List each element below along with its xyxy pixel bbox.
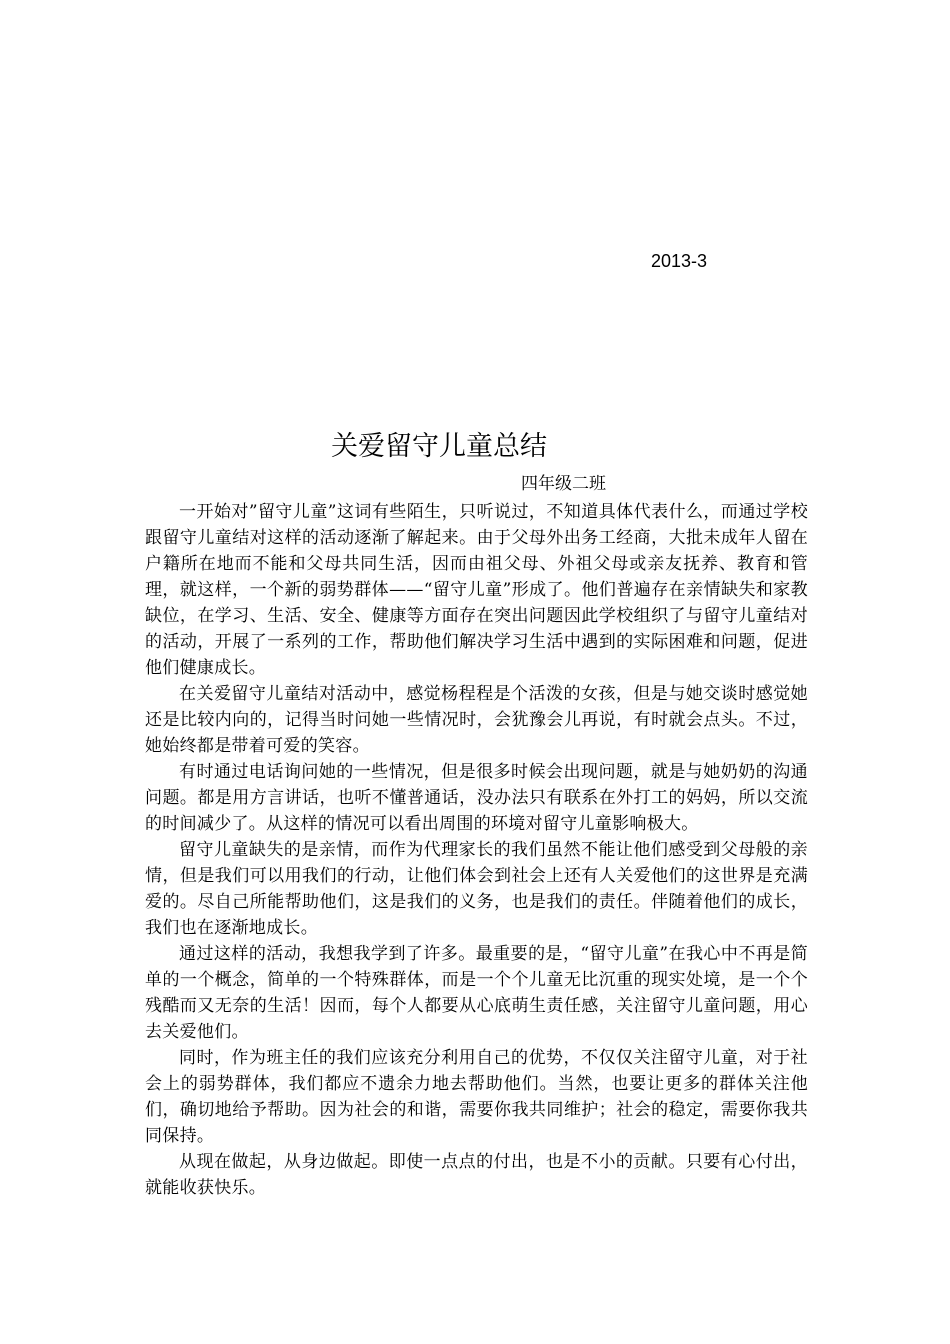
document-body [145, 499, 808, 1201]
body-paragraph: 通过这样的活动，我想我学到了许多。最重要的是，“留守儿童”在我心中不再是简单的一个概念，简单的一个特殊群体，而是一个个儿童无比沉重的现实处境，是一个个残酷而又无奈的生活！因而，每个人都要从心底萌生责任感，关注留守儿童问题，用心去关爱他们。 [145, 944, 808, 1042]
document-title: 关爱留守儿童总结 [331, 431, 547, 462]
document-date: 2013-3 [651, 251, 708, 271]
body-paragraph: 留守儿童缺失的是亲情，而作为代理家长的我们虽然不能让他们感受到父母般的亲情，但是我们可以用我们的行动，让他们体会到社会上还有人关爱他们的这世界是充满爱的。尽自己所能帮助他们，这是我们的义务，也是我们的责任。伴随着他们的成长，我们也在逐渐地成长。 [145, 840, 808, 938]
body-paragraph: 从现在做起，从身边做起。即使一点点的付出，也是不小的贡献。只要有心付出，就能收获快乐。 [145, 1152, 808, 1198]
body-paragraph: 一开始对”留守儿童”这词有些陌生，只听说过，不知道具体代表什么，而通过学校跟留守儿童结对这样的活动逐渐了解起来。由于父母外出务工经商，大批未成年人留在户籍所在地而不能和父母共同生活，因而由祖父母、外祖父母或亲友抚养、教育和管理，就这样，一个新的弱势群体——“留守儿童”形成了。他们普遍存在亲情缺失和家教缺位，在学习、生活、安全、健康等方面存在突出问题因此学校组织了与留守儿童结对的活动，开展了一系列的工作，帮助他们解决学习生活中遇到的实际困难和问题，促进他们健康成长。 [145, 502, 808, 678]
body-paragraph: 同时，作为班主任的我们应该充分利用自己的优势，不仅仅关注留守儿童，对于社会上的弱势群体，我们都应不遗余力地去帮助他们。当然，也要让更多的群体关注他们，确切地给予帮助。因为社会的和谐，需要你我共同维护；社会的稳定，需要你我共同保持。 [145, 1048, 808, 1146]
body-paragraph: 有时通过电话询问她的一些情况，但是很多时候会出现问题，就是与她奶奶的沟通问题。都是用方言讲话，也听不懂普通话，没办法只有联系在外打工的妈妈，所以交流的时间减少了。从这样的情况可以看出周围的环境对留守儿童影响极大。 [145, 762, 808, 834]
class-byline: 四年级二班 [521, 474, 606, 494]
body-paragraph: 在关爱留守儿童结对活动中，感觉杨程程是个活泼的女孩，但是与她交谈时感觉她还是比较内向的，记得当时问她一些情况时，会犹豫会儿再说，有时就会点头。不过，她始终都是带着可爱的笑容。 [145, 684, 808, 756]
